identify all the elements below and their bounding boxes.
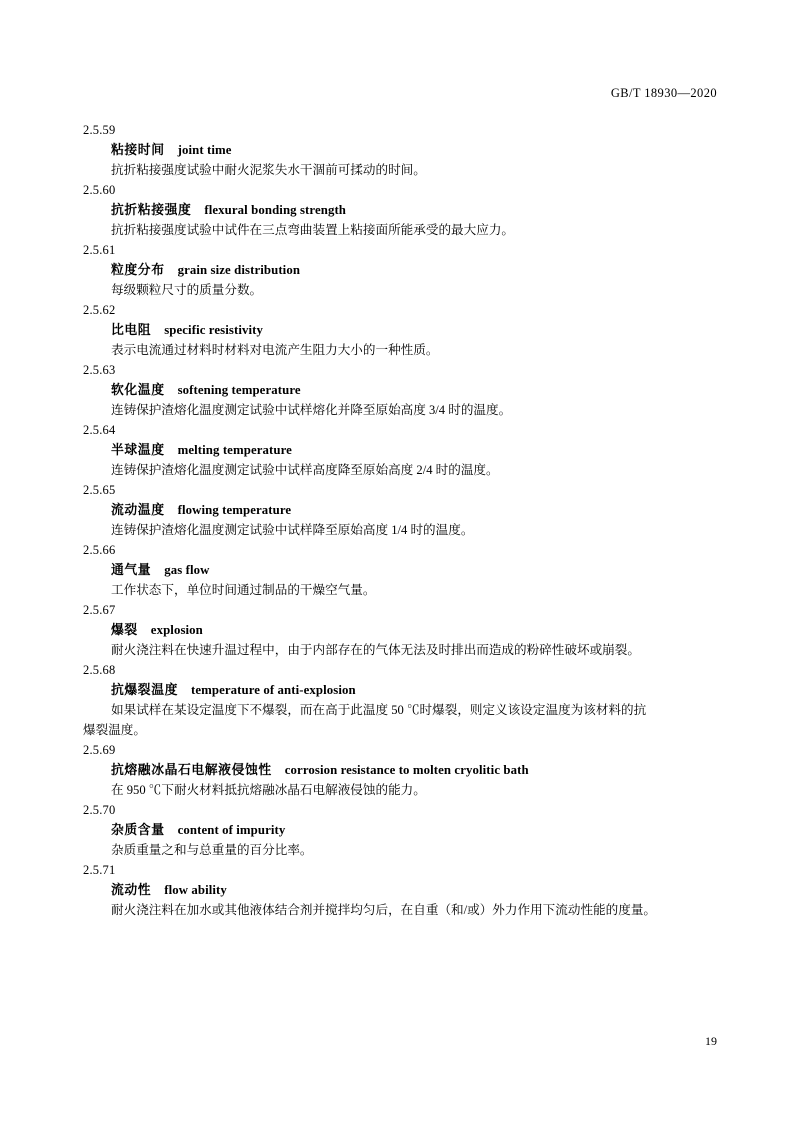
- term-definition: 连铸保护渣熔化温度测定试验中试样高度降至原始高度 2/4 时的温度。: [111, 463, 499, 477]
- term-name-cn: 杂质含量: [111, 823, 165, 837]
- term-number: 2.5.60: [83, 183, 116, 197]
- term-heading: [83, 380, 717, 400]
- term-number: 2.5.71: [83, 863, 116, 877]
- term-name-en: corrosion resistance to molten cryolitic bath: [284, 763, 529, 777]
- term-name-cn: 半球温度: [111, 443, 165, 457]
- term-entry: [83, 420, 717, 480]
- page-header-standard-id: GB/T 18930—2020: [610, 86, 717, 100]
- term-entry: [83, 800, 717, 860]
- term-number: 2.5.62: [83, 303, 116, 317]
- term-name-en: flow ability: [164, 883, 227, 897]
- term-number: 2.5.63: [83, 363, 116, 377]
- term-heading: [83, 260, 717, 280]
- term-definition: [83, 700, 717, 740]
- term-name-en: content of impurity: [177, 823, 286, 837]
- term-name-en: softening temperature: [177, 383, 301, 397]
- term-entry: [83, 120, 717, 180]
- term-name-cn: 流动性: [111, 883, 152, 897]
- term-name-cn: 比电阻: [111, 323, 152, 337]
- term-name-en: temperature of anti-explosion: [190, 683, 356, 697]
- term-number: 2.5.69: [83, 743, 116, 757]
- term-definition: 耐火浇注料在加水或其他液体结合剂并搅拌均匀后，在自重（和/或）外力作用下流动性能的度量。: [111, 903, 657, 917]
- term-name-cn: 抗爆裂温度: [111, 683, 178, 697]
- term-definition: 在 950 ℃下耐火材料抵抗熔融冰晶石电解液侵蚀的能力。: [111, 783, 426, 797]
- term-entry: [83, 600, 717, 660]
- term-heading: [83, 620, 717, 640]
- term-name-en: flexural bonding strength: [204, 203, 347, 217]
- term-heading: [83, 320, 717, 340]
- term-entry: [83, 540, 717, 600]
- term-definition: 工作状态下，单位时间通过制品的干燥空气量。: [111, 583, 376, 597]
- term-name-en: specific resistivity: [164, 323, 263, 337]
- term-entry: [83, 660, 717, 740]
- term-entry: [83, 360, 717, 420]
- term-heading: [83, 760, 717, 780]
- term-definition: 连铸保护渣熔化温度测定试验中试样熔化并降至原始高度 3/4 时的温度。: [111, 403, 512, 417]
- term-heading: [83, 820, 717, 840]
- term-heading: [83, 140, 717, 160]
- term-name-en: flowing temperature: [177, 503, 292, 517]
- term-entry: [83, 860, 717, 920]
- term-entry: [83, 300, 717, 360]
- term-definition-line: 爆裂温度。: [83, 723, 146, 737]
- term-entry: [83, 480, 717, 540]
- page-number: 19: [705, 1034, 717, 1048]
- term-name-cn: 流动温度: [111, 503, 165, 517]
- term-definition: 抗折粘接强度试验中试件在三点弯曲装置上粘接面所能承受的最大应力。: [111, 223, 514, 237]
- term-heading: [83, 680, 717, 700]
- term-number: 2.5.67: [83, 603, 116, 617]
- term-number: 2.5.66: [83, 543, 116, 557]
- term-name-cn: 抗折粘接强度: [111, 203, 192, 217]
- term-definition: 杂质重量之和与总重量的百分比率。: [111, 843, 313, 857]
- term-name-cn: 爆裂: [111, 623, 138, 637]
- term-number: 2.5.65: [83, 483, 116, 497]
- term-name-en: explosion: [150, 623, 203, 637]
- term-heading: [83, 200, 717, 220]
- term-name-en: gas flow: [164, 563, 210, 577]
- term-name-en: joint time: [177, 143, 232, 157]
- term-name-en: grain size distribution: [177, 263, 301, 277]
- term-number: 2.5.70: [83, 803, 116, 817]
- term-definition: 连铸保护渣熔化温度测定试验中试样降至原始高度 1/4 时的温度。: [111, 523, 474, 537]
- term-name-cn: 软化温度: [111, 383, 165, 397]
- term-heading: [83, 440, 717, 460]
- term-definition: 抗折粘接强度试验中耐火泥浆失水干涸前可揉动的时间。: [111, 163, 426, 177]
- term-name-cn: 粒度分布: [111, 263, 165, 277]
- term-entry: [83, 240, 717, 300]
- term-definition: 耐火浇注料在快速升温过程中，由于内部存在的气体无法及时排出而造成的粉碎性破坏或崩裂。: [111, 643, 640, 657]
- term-definition-line: 如果试样在某设定温度下不爆裂，而在高于此温度 50 ℃时爆裂，则定义该设定温度为该材料的抗: [111, 703, 647, 717]
- term-heading: [83, 880, 717, 900]
- term-heading: [83, 560, 717, 580]
- terms-list: [83, 120, 717, 920]
- term-name-cn: 抗熔融冰晶石电解液侵蚀性: [111, 763, 272, 777]
- term-name-en: melting temperature: [177, 443, 292, 457]
- term-number: 2.5.61: [83, 243, 116, 257]
- term-entry: [83, 180, 717, 240]
- term-entry: [83, 740, 717, 800]
- term-number: 2.5.68: [83, 663, 116, 677]
- term-number: 2.5.59: [83, 123, 116, 137]
- term-number: 2.5.64: [83, 423, 116, 437]
- term-heading: [83, 500, 717, 520]
- term-name-cn: 粘接时间: [111, 143, 165, 157]
- term-name-cn: 通气量: [111, 563, 152, 577]
- term-definition: 每级颗粒尺寸的质量分数。: [111, 283, 263, 297]
- term-definition: 表示电流通过材料时材料对电流产生阻力大小的一种性质。: [111, 343, 439, 357]
